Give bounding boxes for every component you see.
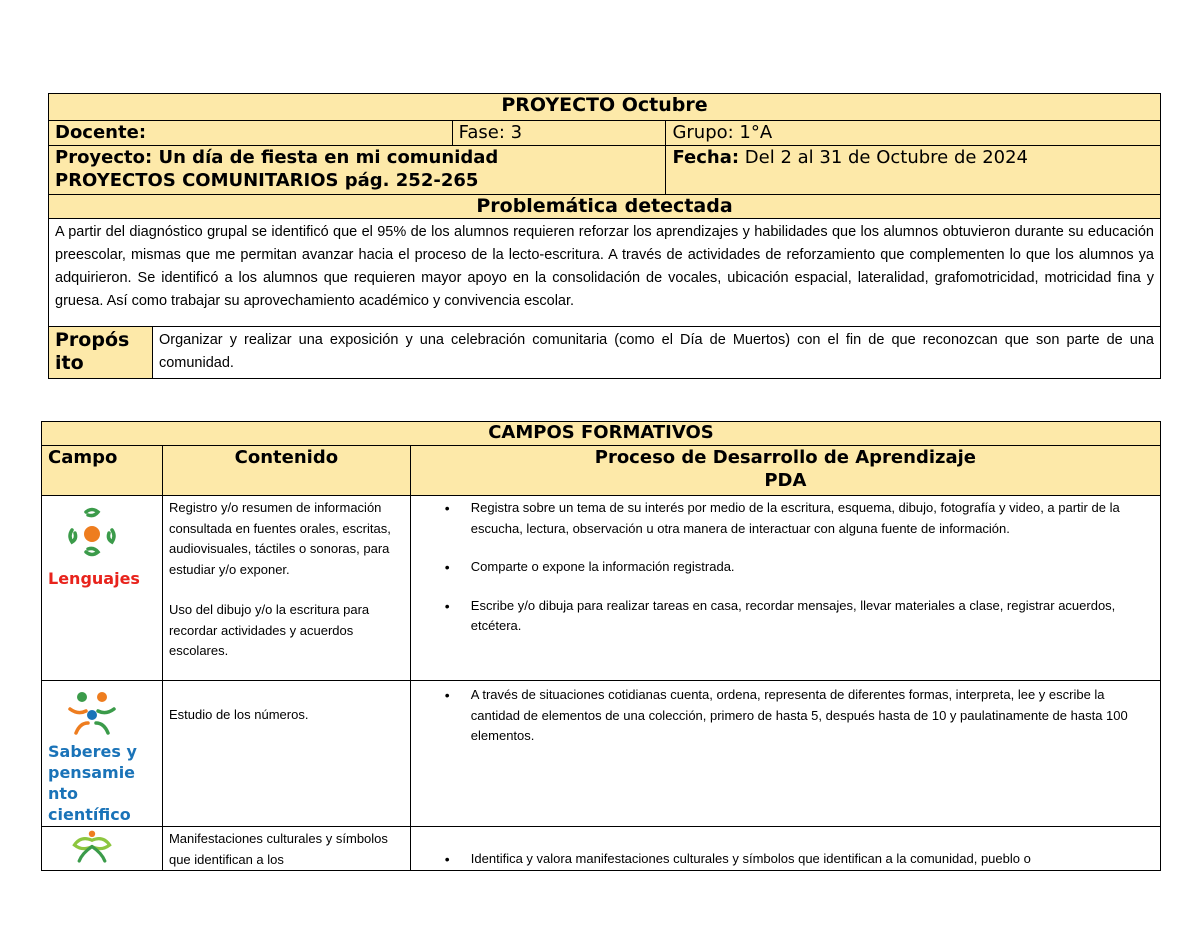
- proyecto-line-1: Proyecto: Un día de fiesta en mi comunidad: [55, 147, 499, 168]
- proyecto-line-2: PROYECTOS COMUNITARIOS pág. 252-265: [55, 170, 479, 191]
- header-proceso-line-1: Proceso de Desarrollo de Aprendizaje: [594, 447, 977, 468]
- pda-lenguajes: [410, 496, 1160, 681]
- campo-saberes-line-3: nto: [48, 784, 79, 803]
- table-row: [42, 681, 1161, 827]
- contenido-lenguajes: [162, 496, 410, 681]
- table-row: [42, 827, 1161, 871]
- list-item: • Registra sobre un tema de su interés por medio de la escritura, esquema, dibujo, fotografía y video, a partir de la escucha, lectura, observación u otra manera de interactuar con alguna fuente de información.: [471, 498, 1154, 539]
- proposito-text: Organizar y realizar una exposición y una celebración comunitaria (como el Día de Muertos) con el fin de que reconozcan que son parte de una comunidad.: [152, 327, 1160, 379]
- project-table: [48, 93, 1161, 379]
- campo-saberes-label: [48, 741, 156, 825]
- table-row: [42, 496, 1161, 681]
- fecha-value: Del 2 al 31 de Octubre de 2024: [739, 147, 1029, 168]
- etica-icon: [62, 829, 122, 869]
- saberes-icon: [62, 689, 122, 739]
- docente-label: Docente:: [49, 121, 453, 146]
- campo-saberes: [42, 681, 163, 827]
- pda-saberes: [410, 681, 1160, 827]
- project-title: PROYECTO Octubre: [49, 94, 1161, 121]
- grupo-value: Grupo: 1°A: [666, 121, 1161, 146]
- problematica-text: A partir del diagnóstico grupal se identificó que el 95% de los alumnos requieren reforzar los aprendizajes y habilidades que los alumnos obtuvieron durante su educación preescolar, mismas que me permitan avanzar hacia el proceso de la lecto-escritura. A través de actividades de reforzamiento que complementen lo que los alumnos ya adquirieron. Se identificó a los alumnos que requieren mayor apoyo en la consolidación de vocales, ubicación espacial, lateralidad, grafomotricidad, motricidad fina y gruesa. Así como trabajar su aprovechamiento académico y convivencia escolar.: [49, 219, 1161, 327]
- header-proceso: [410, 446, 1160, 496]
- header-proceso-line-2: PDA: [764, 470, 807, 491]
- lenguajes-icon: [62, 506, 122, 560]
- campo-lenguajes-label: Lenguajes: [48, 569, 140, 588]
- campo-saberes-line-1: Saberes y: [48, 742, 137, 761]
- contenido-saberes: Estudio de los números.: [162, 681, 410, 827]
- list-item: • Escribe y/o dibuja para realizar tareas en casa, recordar mensajes, llevar materiales a clase, registrar acuerdos, etcétera.: [471, 596, 1154, 637]
- proposito-label: [49, 327, 153, 379]
- fase-value: Fase: 3: [452, 121, 666, 146]
- header-contenido: Contenido: [162, 446, 410, 496]
- fecha: [666, 146, 1161, 195]
- contenido-etica: Manifestaciones culturales y símbolos que identifican a los: [162, 827, 410, 871]
- contenido-lenguajes-2: Uso del dibujo y/o la escritura para recordar actividades y acuerdos escolares.: [168, 602, 370, 658]
- pda-list: [443, 685, 1154, 747]
- pda-list: [443, 498, 1154, 637]
- header-campo: Campo: [42, 446, 163, 496]
- pda-etica: [410, 827, 1160, 871]
- campo-etica: [42, 827, 163, 871]
- campos-table: [41, 421, 1161, 871]
- contenido-lenguajes-1: Registro y/o resumen de información consultada en fuentes orales, escritas, audiovisuales, táctiles o sonoras, para estudiar y/o exponer.: [168, 500, 391, 577]
- fecha-label: Fecha:: [672, 147, 740, 168]
- campo-lenguajes: [42, 496, 163, 681]
- list-item: • Identifica y valora manifestaciones culturales y símbolos que identifican a la comunidad, pueblo o: [471, 849, 1154, 870]
- list-item: • Comparte o expone la información registrada.: [471, 557, 1154, 578]
- campo-saberes-line-4: científico: [48, 805, 131, 824]
- proyecto-name: [49, 146, 666, 195]
- list-item: • A través de situaciones cotidianas cuenta, ordena, representa de diferentes formas, interpreta, lee y escribe la cantidad de elementos de una colección, primero de hasta 5, después hasta de 10 y paulatinamente de hasta 100 elementos.: [471, 685, 1154, 747]
- proposito-label-2: ito: [55, 352, 84, 374]
- campos-title: CAMPOS FORMATIVOS: [42, 422, 1161, 446]
- campo-saberes-line-2: pensamie: [48, 763, 136, 782]
- problematica-title: Problemática detectada: [49, 195, 1161, 219]
- proposito-label-1: Propós: [55, 329, 130, 351]
- pda-list: [443, 849, 1154, 870]
